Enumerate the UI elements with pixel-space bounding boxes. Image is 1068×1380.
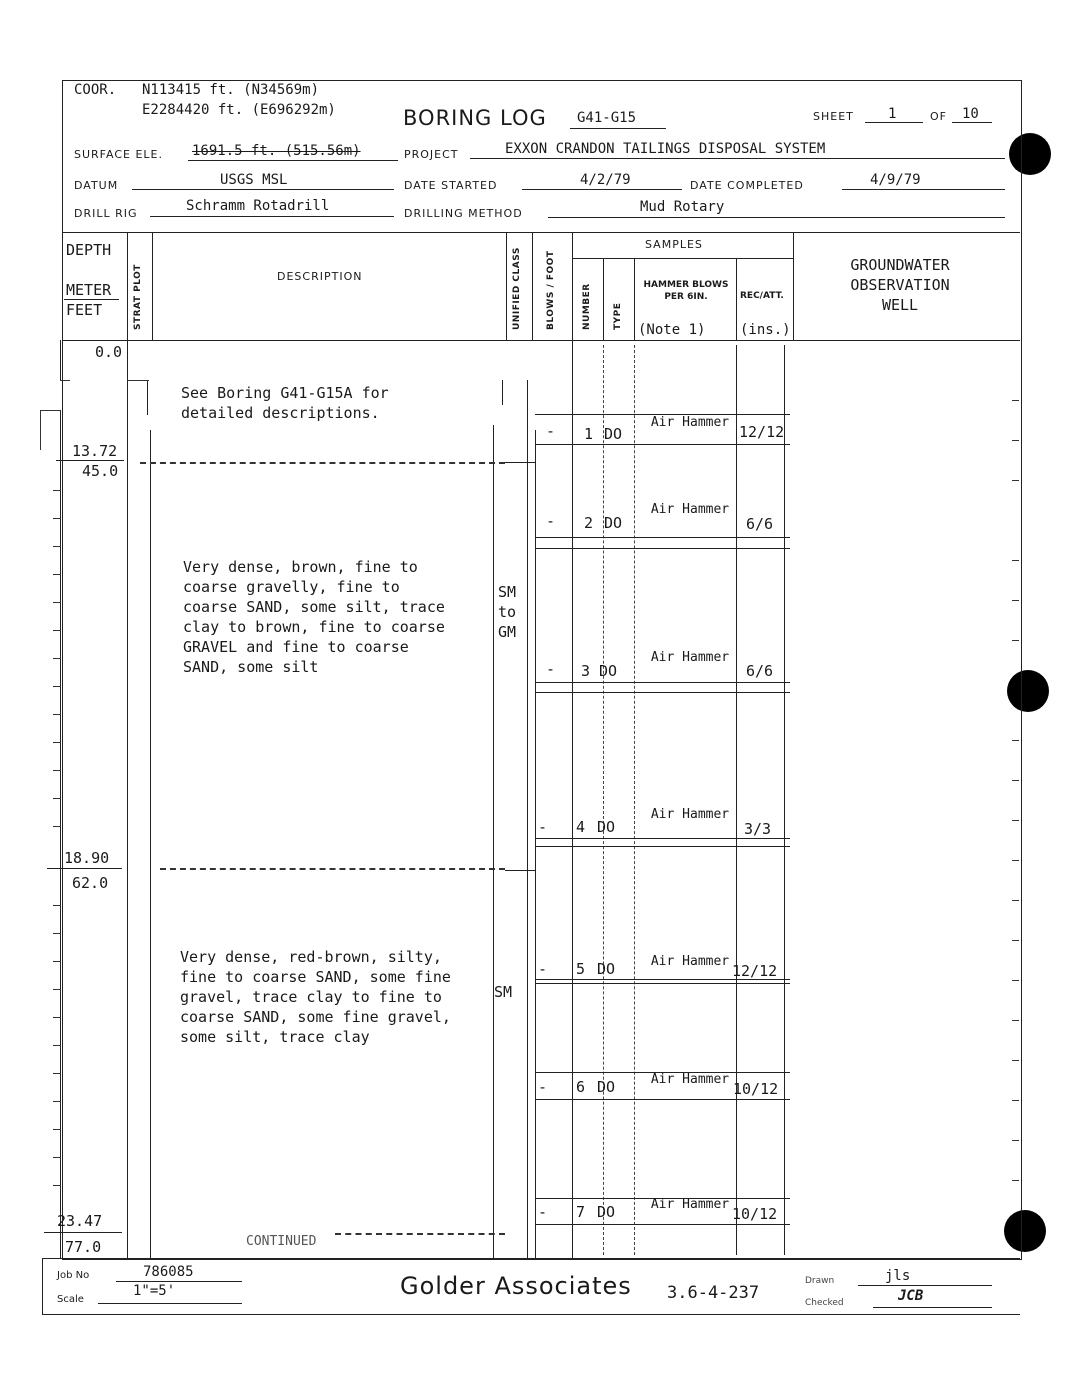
strat-plot-header: STRAT PLOT — [133, 264, 143, 330]
depth-meter-2: 18.90 — [64, 849, 110, 867]
drawn-value: jls — [885, 1268, 911, 1284]
sample-type: DO — [604, 425, 623, 443]
sample-recovery: 3/3 — [744, 820, 772, 838]
sample-recovery: 12/12 — [739, 423, 785, 441]
depth-feet-3: 77.0 — [65, 1238, 102, 1256]
sheet-total: 10 — [962, 106, 979, 122]
sample-type: DO — [597, 1078, 616, 1096]
sample-hammer: Air Hammer — [650, 502, 730, 517]
sample-hammer: Air Hammer — [650, 415, 730, 430]
type-header: TYPE — [613, 302, 623, 330]
boring-id: G41-G15 — [577, 110, 637, 126]
ins-header: (ins.) — [740, 322, 791, 338]
drilling-method-label: DRILLING METHOD — [404, 207, 523, 220]
sample-type: DO — [597, 818, 616, 836]
sample-type: DO — [604, 514, 623, 532]
coor-easting: E2284420 ft. (E696292m) — [142, 102, 336, 118]
drilling-method-value: Mud Rotary — [640, 199, 725, 215]
continued-note: CONTINUED — [246, 1234, 317, 1249]
job-number-value: 786085 — [143, 1264, 194, 1280]
scale-label: Scale — [57, 1294, 84, 1305]
rec-att-header: REC/ATT. — [740, 291, 784, 301]
company-name: Golder Associates — [400, 1272, 632, 1300]
description-layer-2: Very dense, red-brown, silty, fine to coarse SAND, some fine gravel, trace clay to fine to coarse SAND, some fine gravel, some silt, trace clay — [180, 948, 451, 1046]
groundwater-header: GROUNDWATER OBSERVATION WELL — [850, 256, 950, 314]
sample-blows: - — [546, 422, 556, 440]
surface-elevation-label: SURFACE ELE. — [74, 148, 163, 161]
sample-number: 3 — [581, 662, 591, 680]
surface-elevation-value: 1691.5 ft. (515.56m) — [192, 143, 361, 159]
coor-label: COOR. — [74, 82, 117, 98]
depth-header: DEPTH — [66, 241, 112, 259]
depth-meter-1: 13.72 — [72, 442, 118, 460]
sample-number: 5 — [576, 960, 586, 978]
sample-type: DO — [597, 1203, 616, 1221]
project-label: PROJECT — [404, 148, 459, 161]
datum-value: USGS MSL — [220, 172, 288, 188]
description-header: DESCRIPTION — [277, 270, 363, 283]
scale-value: 1"=5' — [133, 1283, 176, 1299]
meter-header: METER — [66, 281, 112, 299]
coor-northing: N113415 ft. (N34569m) — [142, 82, 320, 98]
sample-number: 6 — [576, 1078, 586, 1096]
unified-class-layer-1: SM to GM — [498, 583, 517, 641]
unified-class-layer-2: SM — [494, 983, 513, 1001]
page-title: BORING LOG — [403, 106, 547, 130]
sample-type: DO — [599, 662, 618, 680]
checked-initials: JCB — [898, 1288, 924, 1304]
hammer-blows-header: HAMMER BLOWS PER 6IN. — [643, 280, 729, 302]
depth-feet-0: 0.0 — [95, 343, 123, 361]
description-reference: See Boring G41-G15A for detailed descriptions. — [181, 384, 389, 422]
sample-hammer: Air Hammer — [650, 650, 730, 665]
sample-blows: - — [538, 818, 548, 836]
date-started-value: 4/2/79 — [580, 172, 631, 188]
project-value: EXXON CRANDON TAILINGS DISPOSAL SYSTEM — [505, 141, 826, 157]
sample-number: 4 — [576, 818, 586, 836]
sample-number: 1 — [584, 425, 594, 443]
date-completed-label: DATE COMPLETED — [690, 179, 804, 192]
sample-blows: - — [538, 1203, 548, 1221]
date-started-label: DATE STARTED — [404, 179, 498, 192]
depth-feet-1: 45.0 — [82, 462, 119, 480]
samples-header: SAMPLES — [645, 238, 703, 251]
unified-class-header: UNIFIED CLASS — [512, 247, 522, 330]
sample-type: DO — [597, 960, 616, 978]
note-header: (Note 1) — [638, 322, 706, 338]
sample-recovery: 10/12 — [733, 1080, 779, 1098]
feet-header: FEET — [66, 301, 103, 319]
job-number-label: Job No — [57, 1270, 90, 1281]
blows-foot-header: BLOWS / FOOT — [546, 250, 556, 330]
depth-feet-2: 62.0 — [72, 874, 109, 892]
sample-recovery: 10/12 — [732, 1205, 778, 1223]
sample-recovery: 6/6 — [746, 662, 774, 680]
sample-number: 2 — [584, 514, 594, 532]
sample-blows: - — [546, 512, 556, 530]
checked-label: Checked — [805, 1298, 844, 1308]
document-number: 3.6-4-237 — [667, 1283, 760, 1303]
sample-blows: - — [538, 1078, 548, 1096]
sample-hammer: Air Hammer — [650, 807, 730, 822]
sample-blows: - — [546, 660, 556, 678]
sample-recovery: 12/12 — [732, 962, 778, 980]
sample-number: 7 — [576, 1203, 586, 1221]
sample-hammer: Air Hammer — [650, 954, 730, 969]
datum-label: DATUM — [74, 179, 119, 192]
number-header: NUMBER — [582, 283, 592, 330]
date-completed-value: 4/9/79 — [870, 172, 921, 188]
drill-rig-value: Schramm Rotadrill — [186, 198, 330, 214]
sheet-number: 1 — [888, 106, 897, 122]
sheet-label: SHEET — [813, 110, 854, 123]
sample-hammer: Air Hammer — [650, 1072, 730, 1087]
sample-recovery: 6/6 — [746, 515, 774, 533]
of-label: OF — [930, 110, 947, 123]
sample-blows: - — [538, 960, 548, 978]
drawn-label: Drawn — [805, 1276, 835, 1286]
sample-hammer: Air Hammer — [650, 1197, 730, 1212]
drill-rig-label: DRILL RIG — [74, 207, 138, 220]
description-layer-1: Very dense, brown, fine to coarse gravelly, fine to coarse SAND, some silt, trace clay to brown, fine to coarse GRAVEL and fine to coarse SAND, some silt — [183, 558, 445, 676]
depth-meter-3: 23.47 — [57, 1212, 103, 1230]
